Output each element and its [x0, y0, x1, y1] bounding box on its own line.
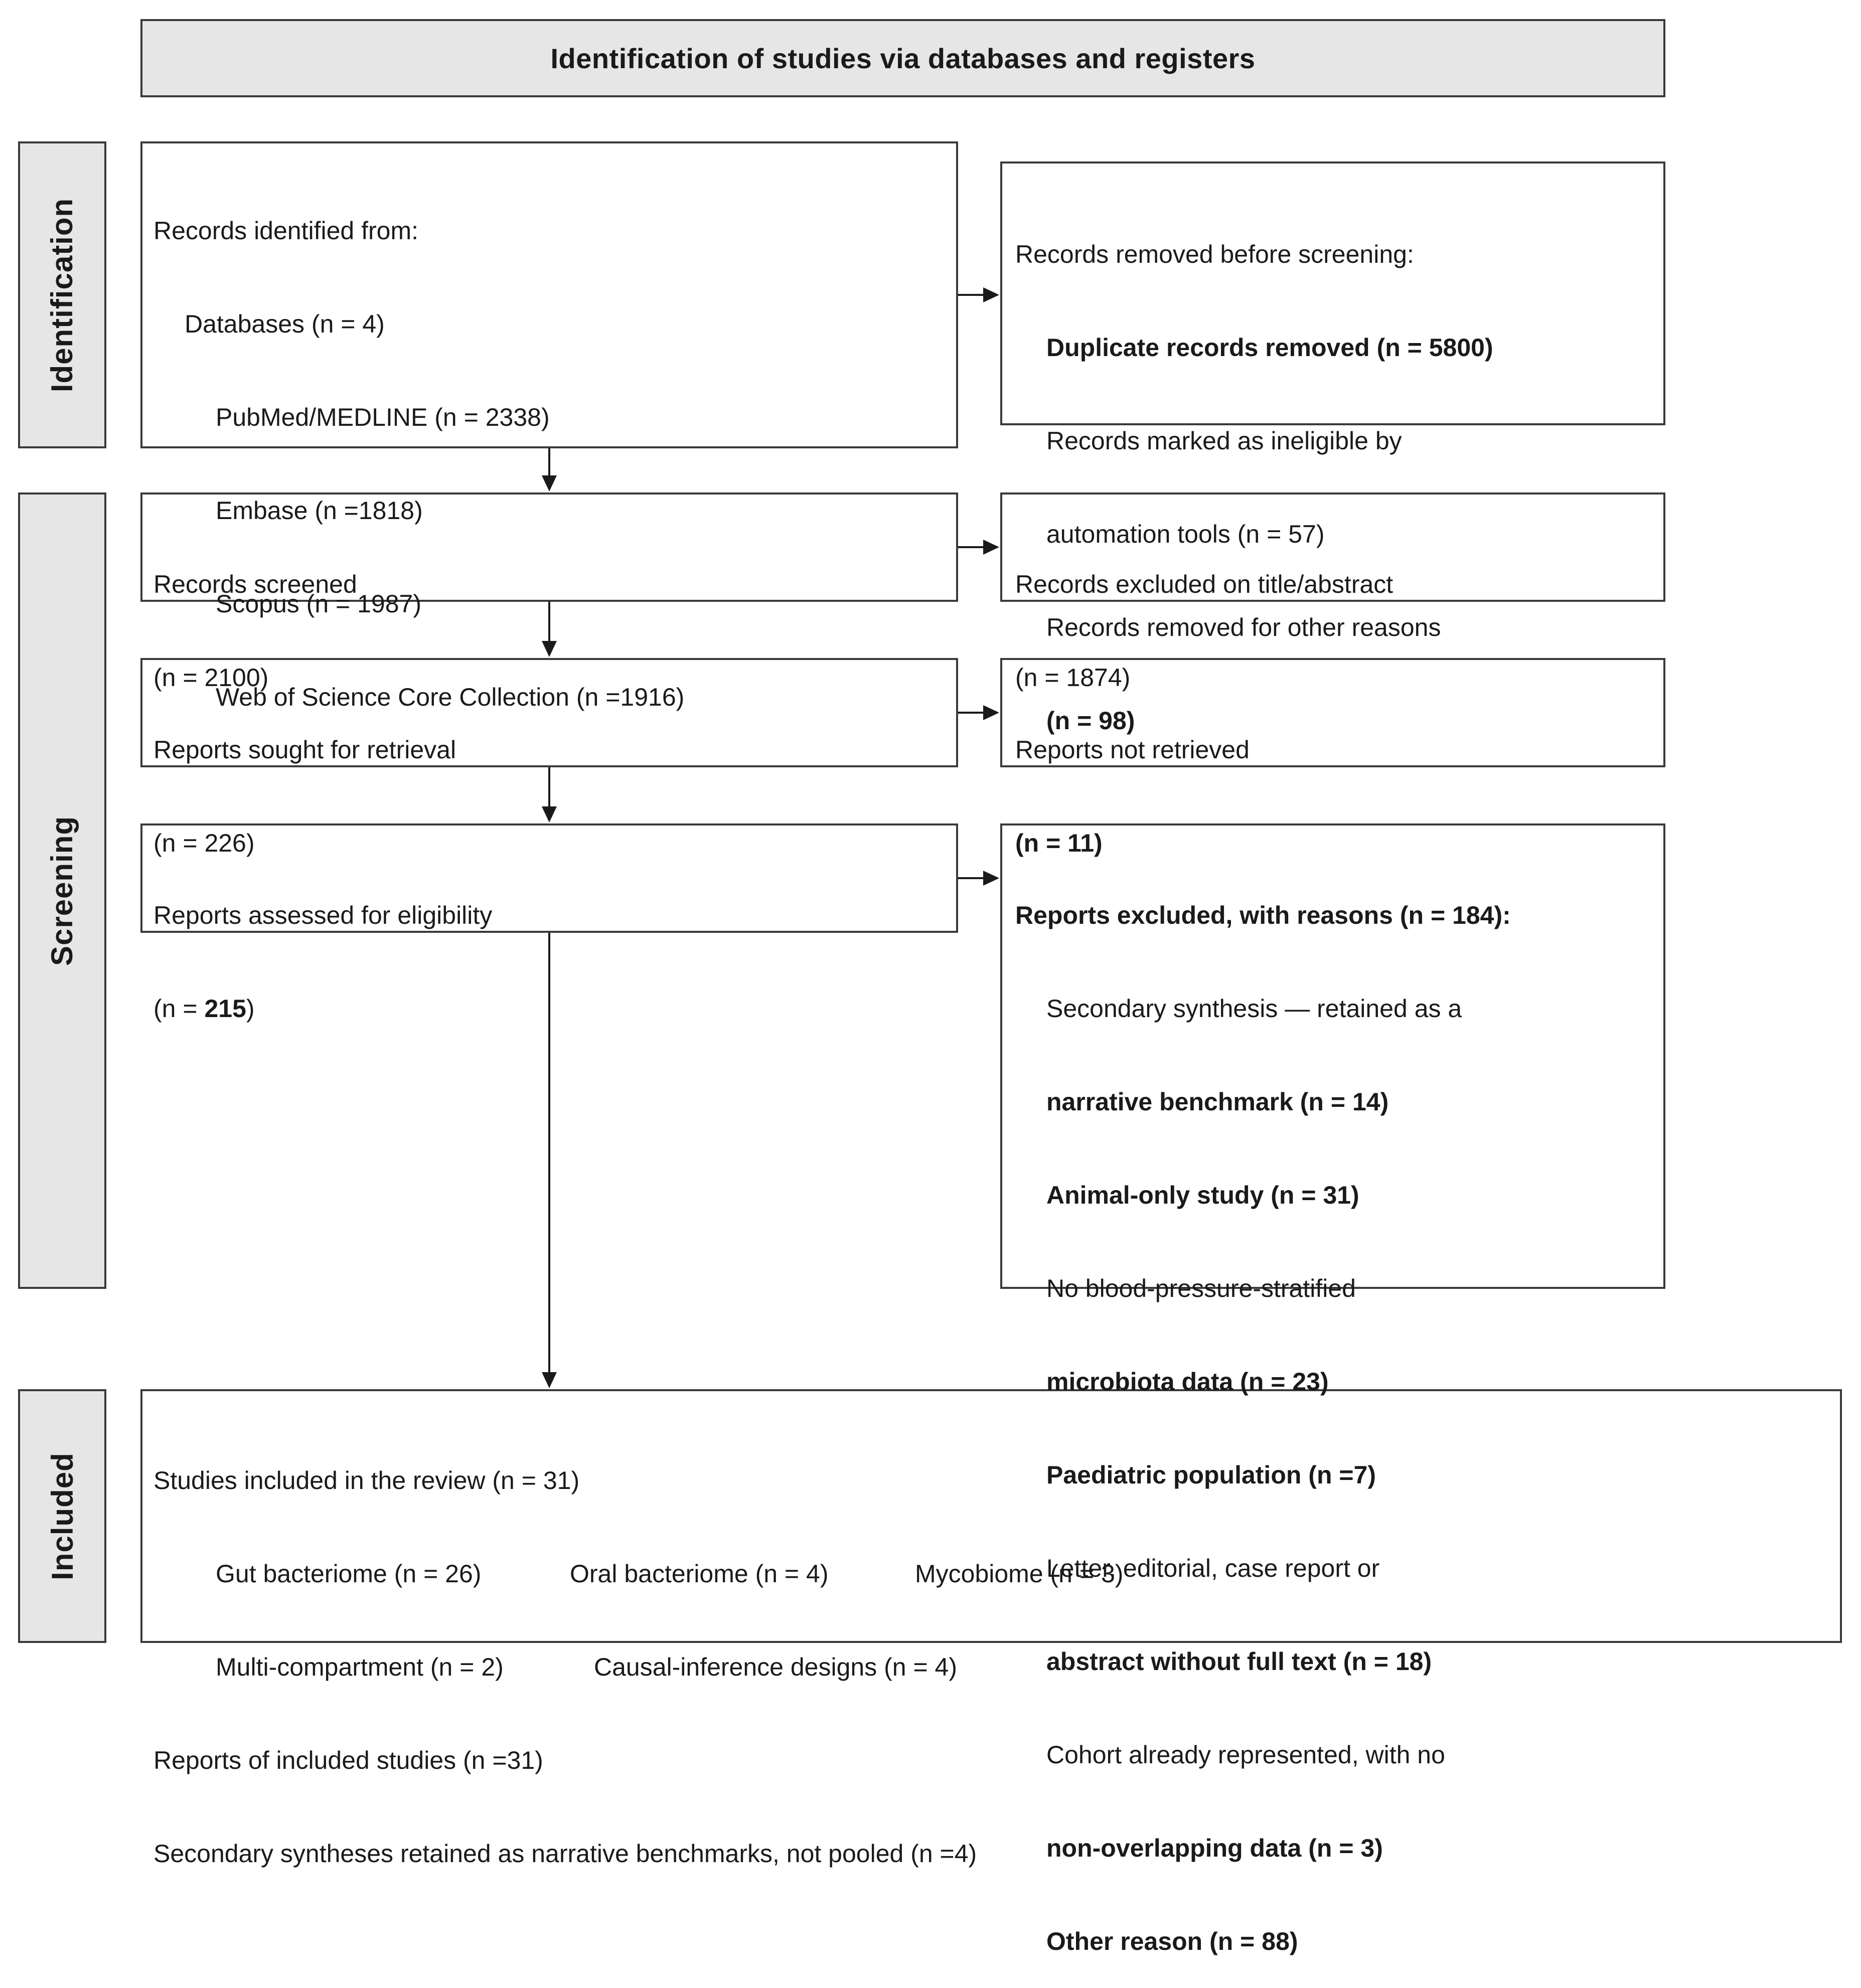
arrowhead-down-4 [542, 1372, 557, 1388]
scopus-count: Scopus (n = 1987) [216, 590, 421, 618]
wos-count: Web of Science Core Collection (n =1916) [216, 683, 685, 711]
records-screened-count: (n = 2100) [153, 664, 269, 692]
reports-assessed-label: Reports assessed for eligibility [153, 901, 493, 929]
stage-included-label: Included [45, 1452, 79, 1580]
reports-not-retrieved-label: Reports not retrieved [1015, 736, 1250, 764]
arrowhead-down-3 [542, 806, 557, 822]
records-screened-label: Records screened [153, 570, 357, 598]
records-identified-title: Records identified from: [153, 217, 419, 245]
reason-no-bp-line2: microbiota data (n = 23) [1046, 1368, 1329, 1396]
stage-identification-label: Identification [45, 198, 79, 392]
reason-other: Other reason (n = 88) [1046, 1927, 1298, 1955]
ineligible-line2: automation tools (n = 57) [1046, 520, 1325, 548]
reports-assessed-count-suffix: ) [246, 995, 255, 1023]
reports-of-included: Reports of included studies (n =31) [153, 1746, 543, 1774]
secondary-syntheses: Secondary syntheses retained as narrative benchmarks, not pooled (n =4) [153, 1840, 977, 1868]
reason-secondary-line2: narrative benchmark (n = 14) [1046, 1088, 1389, 1116]
reason-paediatric: Paediatric population (n =7) [1046, 1461, 1376, 1489]
arrowhead-right-3 [983, 705, 999, 720]
ineligible-line1: Records marked as ineligible by [1046, 427, 1402, 455]
pubmed-count: PubMed/MEDLINE (n = 2338) [216, 403, 550, 431]
causal-inference: Causal-inference designs (n = 4) [594, 1653, 957, 1681]
reports-sought-label: Reports sought for retrieval [153, 736, 456, 764]
reason-letter-line2: abstract without full text (n = 18) [1046, 1647, 1432, 1676]
reports-assessed-text [153, 838, 492, 1055]
stage-screening-label: Screening [45, 815, 79, 966]
reports-excluded-title: Reports excluded, with reasons (n = 184): [1015, 901, 1511, 929]
reports-assessed-count-value: 215 [204, 995, 246, 1023]
header-title: Identification of studies via databases and registers [550, 42, 1256, 74]
included-row-2 [153, 1651, 1123, 1683]
reports-assessed-count-prefix: (n = [153, 995, 205, 1023]
studies-included-title: Studies included in the review (n = 31) [153, 1466, 580, 1495]
gut-bacteriome: Gut bacteriome (n = 26) [216, 1560, 482, 1588]
reason-cohort-line1: Cohort already represented, with no [1046, 1741, 1445, 1769]
arrowhead-right-4 [983, 871, 999, 886]
reason-cohort-line2: non-overlapping data (n = 3) [1046, 1834, 1383, 1862]
arrowhead-right-1 [983, 287, 999, 302]
other-reasons-line1: Records removed for other reasons [1046, 613, 1441, 641]
reports-sought-count: (n = 226) [153, 829, 255, 857]
databases-count: Databases (n = 4) [185, 310, 385, 338]
records-removed-title: Records removed before screening: [1015, 240, 1414, 268]
reason-secondary-line1: Secondary synthesis — retained as a [1046, 995, 1462, 1023]
reports-not-retrieved-count: (n = 11) [1015, 829, 1103, 857]
oral-bacteriome: Oral bacteriome (n = 4) [570, 1560, 829, 1588]
reports-assessed-count [153, 993, 492, 1024]
reason-animal: Animal-only study (n = 31) [1046, 1181, 1359, 1209]
reason-no-bp-line1: No blood-pressure-stratified [1046, 1274, 1356, 1302]
multi-compartment: Multi-compartment (n = 2) [216, 1653, 504, 1681]
records-excluded-count: (n = 1874) [1015, 664, 1131, 692]
included-row-1 [153, 1558, 1123, 1589]
duplicates-removed: Duplicate records removed (n = 5800) [1046, 334, 1493, 362]
reason-letter-line1: Letter, editorial, case report or [1046, 1554, 1380, 1582]
mycobiome: Mycobiome (n = 3) [915, 1560, 1124, 1588]
arrowhead-right-2 [983, 540, 999, 555]
other-reasons-line2: (n = 98) [1046, 707, 1135, 735]
records-excluded-label: Records excluded on title/abstract [1015, 570, 1393, 598]
studies-included-text [153, 1403, 1123, 1900]
embase-count: Embase (n =1818) [216, 496, 423, 525]
